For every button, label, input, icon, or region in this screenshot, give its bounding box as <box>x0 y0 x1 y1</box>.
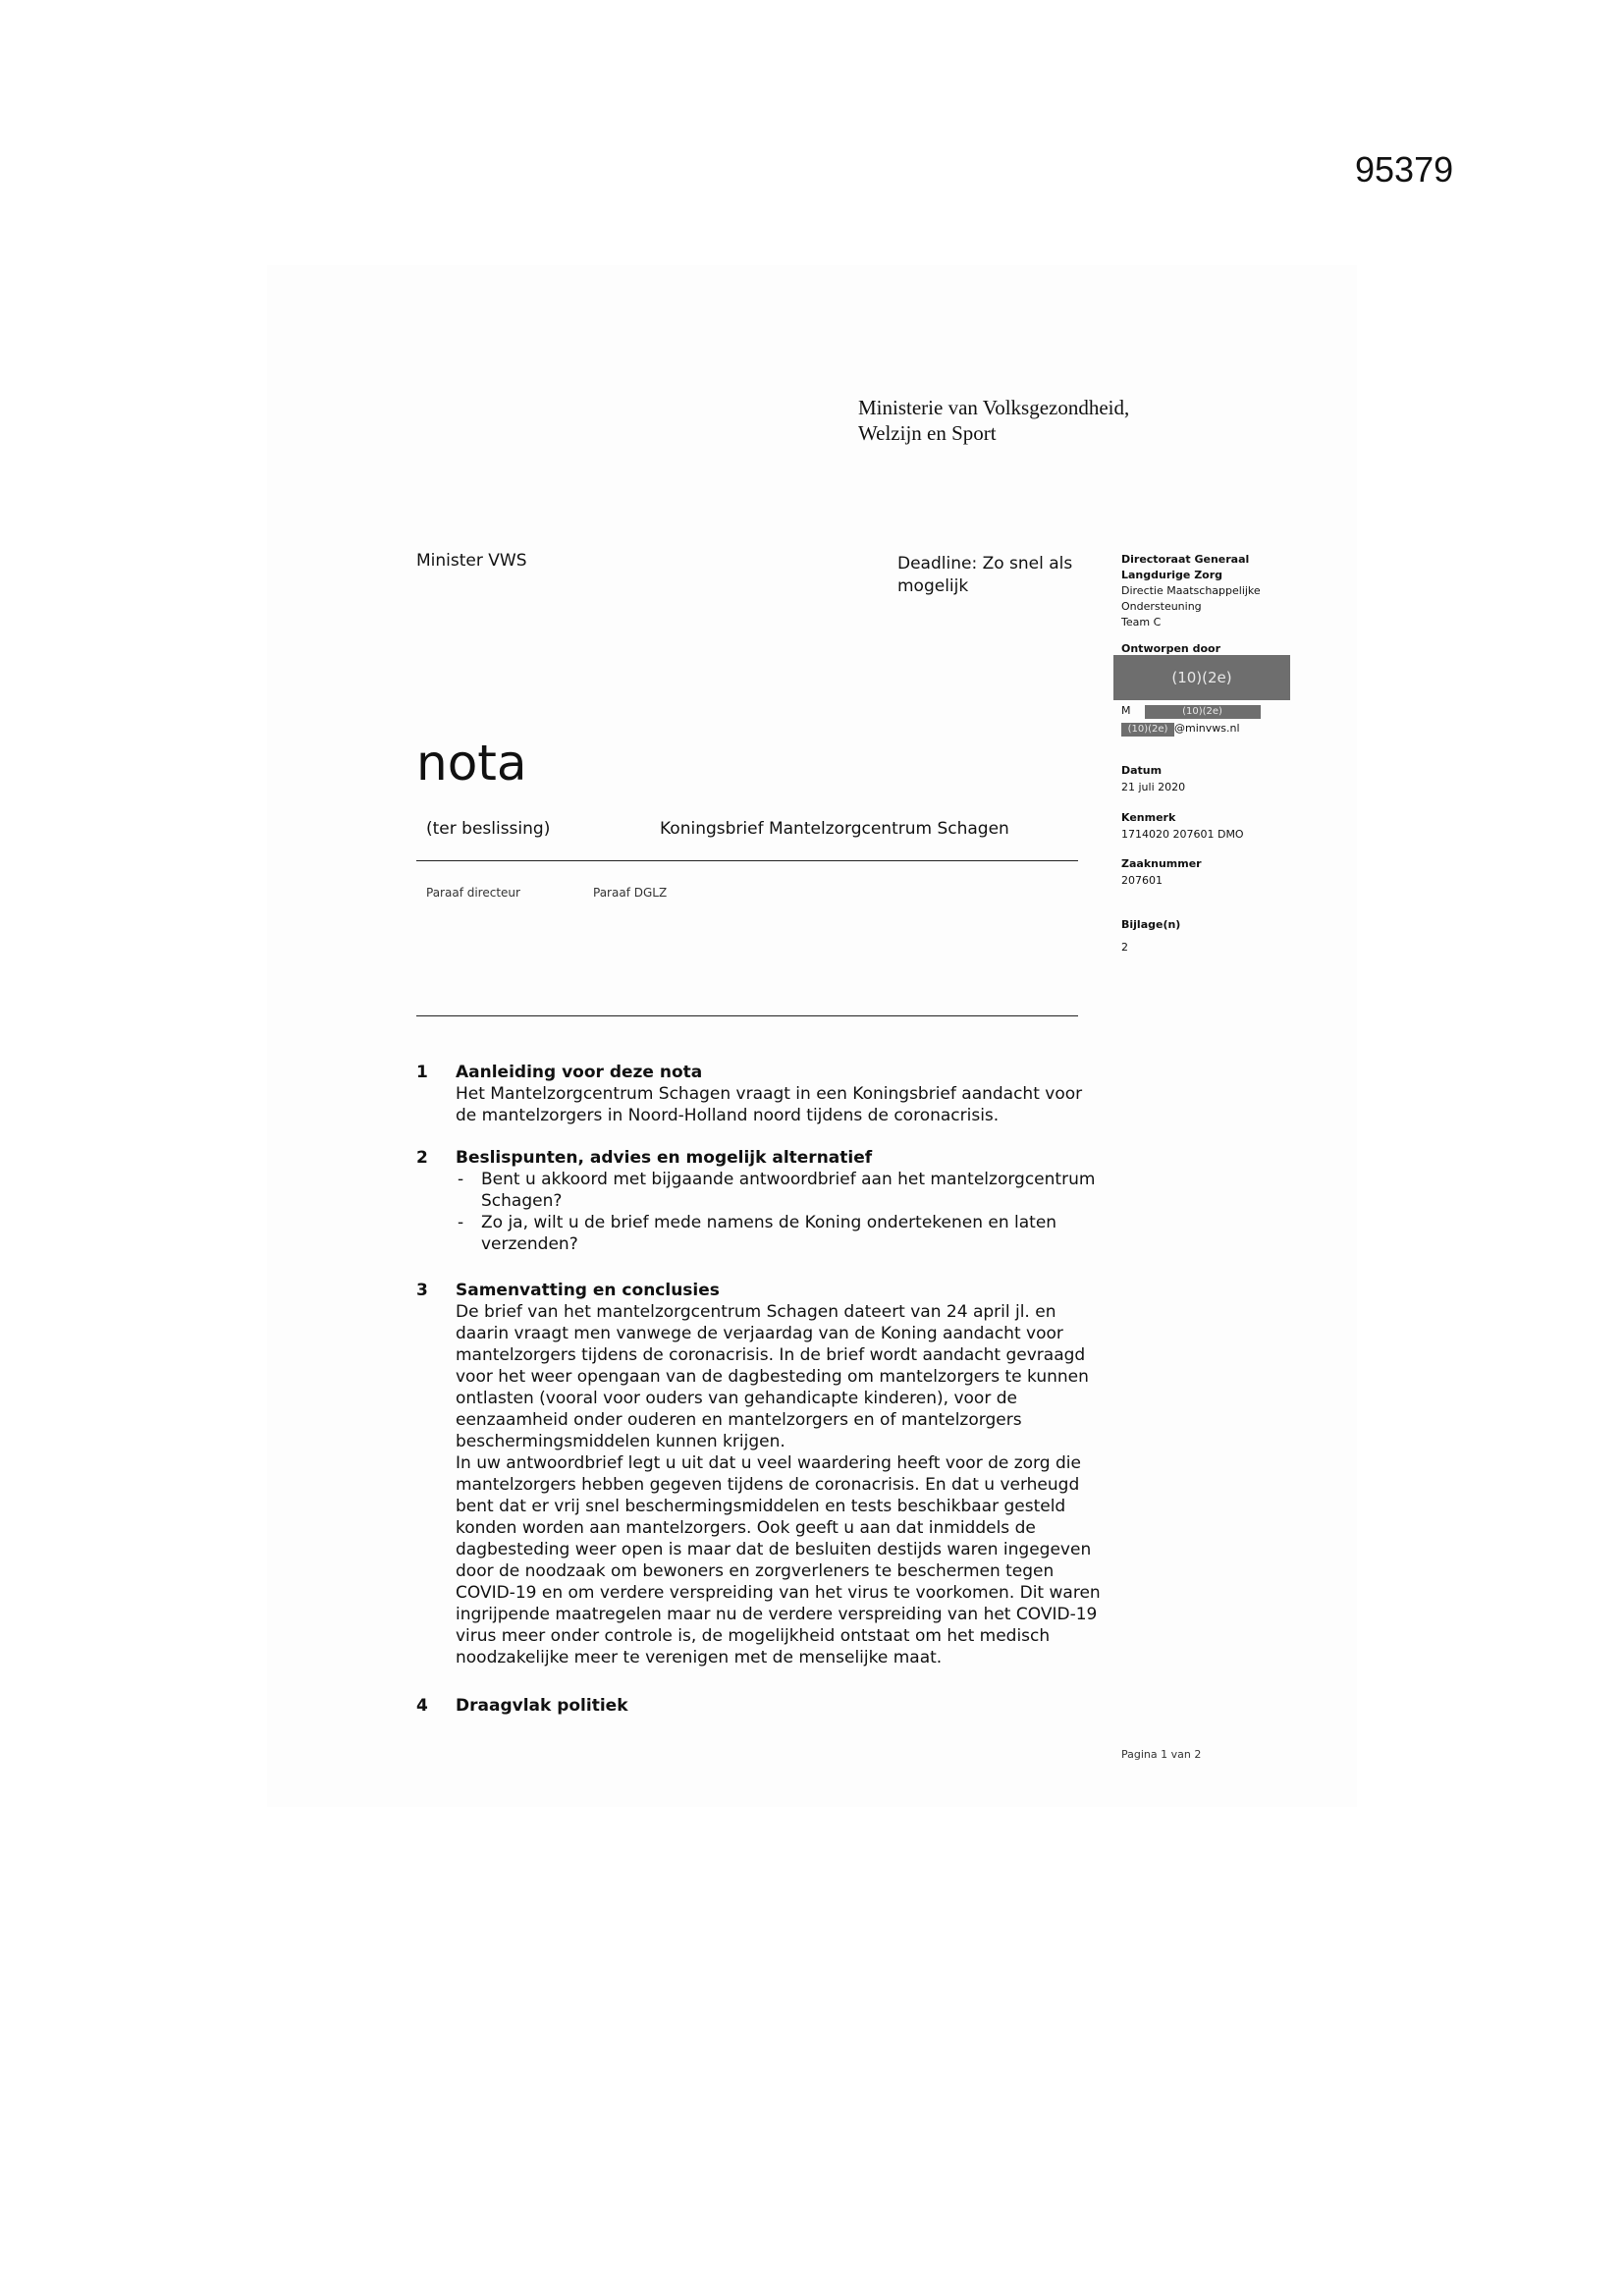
section-heading: Samenvatting en conclusies <box>456 1281 720 1300</box>
org-line-4: Ondersteuning <box>1121 600 1202 613</box>
redaction-phone: (10)(2e) <box>1145 705 1261 719</box>
zaaknummer-label: Zaaknummer <box>1121 857 1202 870</box>
section-heading: Aanleiding voor deze nota <box>456 1063 703 1082</box>
zaaknummer-value: 207601 <box>1121 874 1163 887</box>
divider-top <box>416 860 1078 861</box>
list-item: - Bent u akkoord met bijgaande antwoordbrief aan het mantelzorgcentrum Schagen? <box>456 1169 1104 1212</box>
section-heading: Draagvlak politiek <box>456 1696 628 1716</box>
bijlage-label: Bijlage(n) <box>1121 918 1181 931</box>
subject-line: Koningsbrief Mantelzorgcentrum Schagen <box>660 819 1009 839</box>
m-prefix: M <box>1121 704 1131 717</box>
ministry-logo-text <box>858 395 1129 446</box>
decision-type: (ter beslissing) <box>426 819 551 839</box>
date-label: Datum <box>1121 764 1163 777</box>
designed-by-label: Ontworpen door <box>1121 642 1220 655</box>
paraaf-director-label: Paraaf directeur <box>426 886 520 900</box>
section-heading: Beslispunten, advies en mogelijk alternatief <box>456 1148 873 1168</box>
deadline-line-2: mogelijk <box>897 576 969 596</box>
email-line <box>1121 722 1240 737</box>
section-number: 1 <box>416 1063 428 1082</box>
page-number: Pagina 1 van 2 <box>1121 1748 1202 1761</box>
document-number: 95379 <box>1355 149 1454 190</box>
section-2 <box>416 1147 1104 1255</box>
org-line-1: Directoraat Generaal <box>1121 553 1250 566</box>
deadline <box>897 553 1094 598</box>
ministry-line-2: Welzijn en Sport <box>858 421 997 445</box>
ministry-line-1: Ministerie van Volksgezondheid, <box>858 396 1130 419</box>
section-number: 3 <box>416 1281 428 1300</box>
org-line-3: Directie Maatschappelijke <box>1121 584 1261 597</box>
date-value: 21 juli 2020 <box>1121 781 1186 793</box>
kenmerk-label: Kenmerk <box>1121 811 1176 824</box>
section-4 <box>416 1695 1104 1717</box>
section-1 <box>416 1062 1104 1126</box>
redaction-email: (10)(2e) <box>1121 723 1174 737</box>
sidebar-organization <box>1121 552 1337 630</box>
list-item: - Zo ja, wilt u de brief mede namens de Koning ondertekenen en laten verzenden? <box>456 1212 1104 1255</box>
section-number: 2 <box>416 1148 428 1168</box>
section-text: Het Mantelzorgcentrum Schagen vraagt in een Koningsbrief aandacht voor de mantelzorgers in Noord-Holland noord tijdens de coronacrisis. <box>456 1084 1083 1125</box>
date-block <box>1121 762 1185 795</box>
org-line-2: Langdurige Zorg <box>1121 569 1223 581</box>
kenmerk-value: 1714020 207601 DMO <box>1121 828 1244 841</box>
bijlage-value: 2 <box>1121 941 1128 954</box>
email-suffix: @minvws.nl <box>1174 722 1240 735</box>
org-line-5: Team C <box>1121 616 1162 629</box>
document-type-title: nota <box>416 735 527 792</box>
zaaknummer-block <box>1121 855 1202 889</box>
redaction-name: (10)(2e) <box>1113 655 1290 700</box>
section-paragraph: De brief van het mantelzorgcentrum Schagen dateert van 24 april jl. en daarin vraagt men vanwege de verjaardag van de Koning aandacht voor mantelzorgers tijdens de coronacrisis. In de brief wordt aandacht gevraagd voor het weer opengaan van de dagbesteding om mantelzorgers te kunnen ontlasten (vooral voor ouders van gehandicapte kinderen), voor de eenzaamheid onder ouderen en mantelzorgers en of mantelzorgers beschermingsmiddelen kunnen krijgen. <box>456 1302 1089 1451</box>
divider-bottom <box>416 1015 1078 1016</box>
kenmerk-block <box>1121 809 1244 843</box>
bijlage-block <box>1121 916 1180 956</box>
paraaf-dglz-label: Paraaf DGLZ <box>593 886 668 900</box>
section-3 <box>416 1280 1104 1668</box>
deadline-line-1: Deadline: Zo snel als <box>897 554 1073 574</box>
section-paragraph: In uw antwoordbrief legt u uit dat u veel waardering heeft voor de zorg die mantelzorgers hebben gegeven tijdens de coronacrisis. En dat u verheugd bent dat er vrij snel beschermingsmiddelen en tests beschikbaar gesteld konden worden aan mantelzorgers. Ook geeft u aan dat inmiddels de dagbesteding weer open is maar dat de besluiten destijds waren ingegeven door de noodzaak om bewoners en zorgverleners te beschermen tegen COVID-19 en om verdere verspreiding van het virus te voorkomen. Dit waren ingrijpende maatregelen maar nu de verdere verspreiding van het COVID-19 virus meer onder controle is, de mogelijkheid ontstaat om het medisch noodzakelijke meer te verenigen met de menselijke maat. <box>456 1453 1101 1667</box>
decision-list <box>456 1169 1104 1255</box>
section-number: 4 <box>416 1696 428 1716</box>
addressee: Minister VWS <box>416 551 527 571</box>
phone-line <box>1121 704 1261 719</box>
